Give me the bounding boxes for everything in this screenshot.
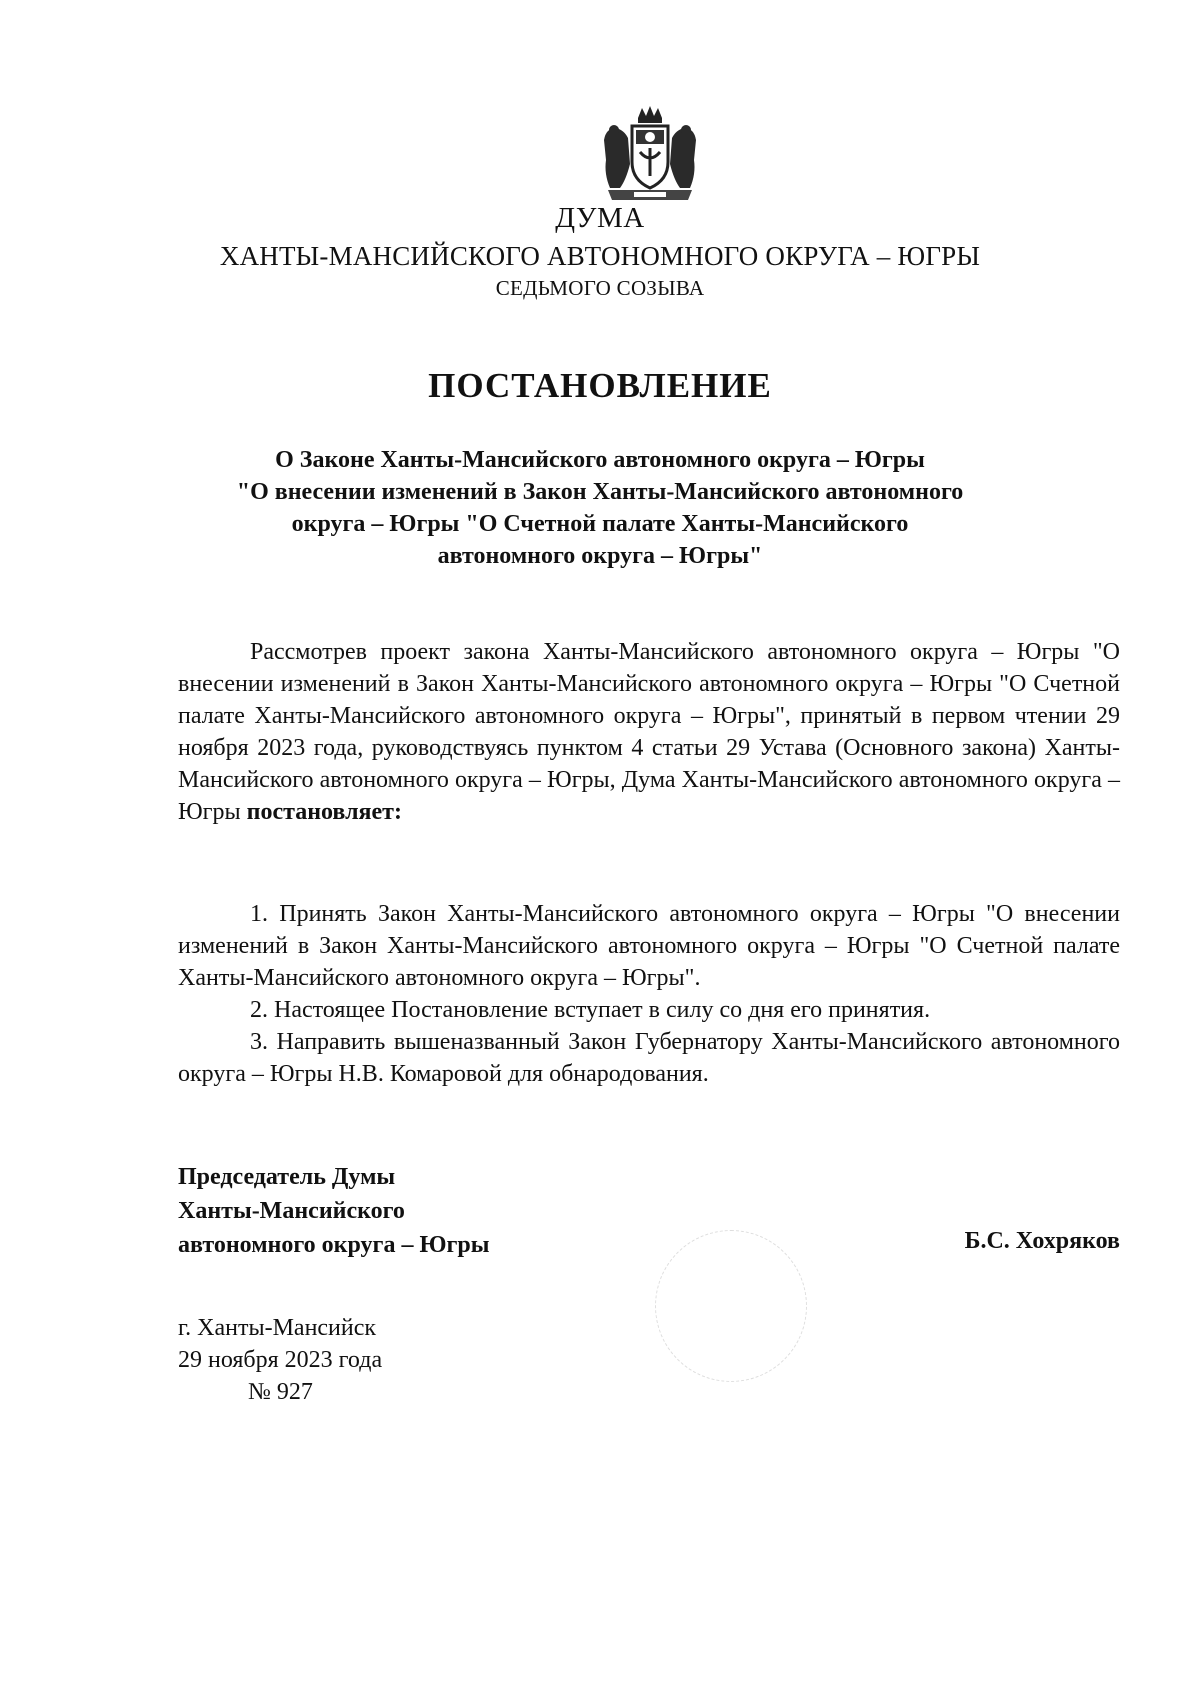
document-subject xyxy=(0,444,1200,572)
org-name: ДУМА xyxy=(555,202,645,234)
preamble-verb: постановляет: xyxy=(246,799,402,825)
signatory-name: Б.С. Хохряков xyxy=(964,1228,1120,1254)
signatory-title xyxy=(178,1160,489,1262)
preamble-text: Рассмотрев проект закона Ханты-Мансийского автономного округа – Югры "О внесении изменений в Закон Ханты-Мансийского автономного округа – Югры "О Счетной палате Ханты-Мансийского автономного округа – Югры", принятый в первом чтении 29 ноября 2023 года, руководствуясь пунктом 4 статьи 29 Устава (Основного закона) Ханты-Мансийского автономного округа – Югры, Дума Ханты-Мансийского автономного округа – Югры xyxy=(178,639,1120,825)
preamble xyxy=(178,636,1120,828)
signatory-title-line: Ханты-Мансийского xyxy=(178,1198,405,1224)
signatory-title-line: Председатель Думы xyxy=(178,1164,396,1190)
place: г. Ханты-Мансийск xyxy=(178,1315,377,1341)
faint-stamp xyxy=(655,1230,807,1382)
place-date-block xyxy=(178,1312,382,1408)
resolution-item: 3. Направить вышеназванный Закон Губернатору Ханты-Мансийского автономного округа – Югры Н.В. Комаровой для обнародования. xyxy=(178,1029,1120,1087)
subject-line: "О внесении изменений в Закон Ханты-Мансийского автономного xyxy=(236,479,964,505)
org-full-name: ХАНТЫ-МАНСИЙСКОГО АВТОНОМНОГО ОКРУГА – ЮГРЫ xyxy=(219,241,981,271)
resolution-item: 2. Настоящее Постановление вступает в силу со дня его принятия. xyxy=(250,997,931,1023)
subject-line: округа – Югры "О Счетной палате Ханты-Мансийского xyxy=(291,511,909,537)
resolution-items xyxy=(178,898,1120,1090)
document-type: ПОСТАНОВЛЕНИЕ xyxy=(428,366,772,405)
signatory-title-line: автономного округа – Югры xyxy=(178,1232,490,1258)
coat-of-arms-icon xyxy=(598,104,702,204)
subject-line: О Законе Ханты-Мансийского автономного округа – Югры xyxy=(275,447,925,473)
document-number: № 927 xyxy=(248,1379,313,1405)
convocation: СЕДЬМОГО СОЗЫВА xyxy=(495,276,705,300)
preamble-paragraph xyxy=(178,636,1120,828)
date: 29 ноября 2023 года xyxy=(178,1347,383,1373)
subject-line: автономного округа – Югры" xyxy=(437,543,763,569)
resolution-item: 1. Принять Закон Ханты-Мансийского автономного округа – Югры "О внесении изменений в Закон Ханты-Мансийского автономного округа – Югры "О Счетной палате Ханты-Мансийского автономного округа – Югры". xyxy=(178,901,1120,991)
